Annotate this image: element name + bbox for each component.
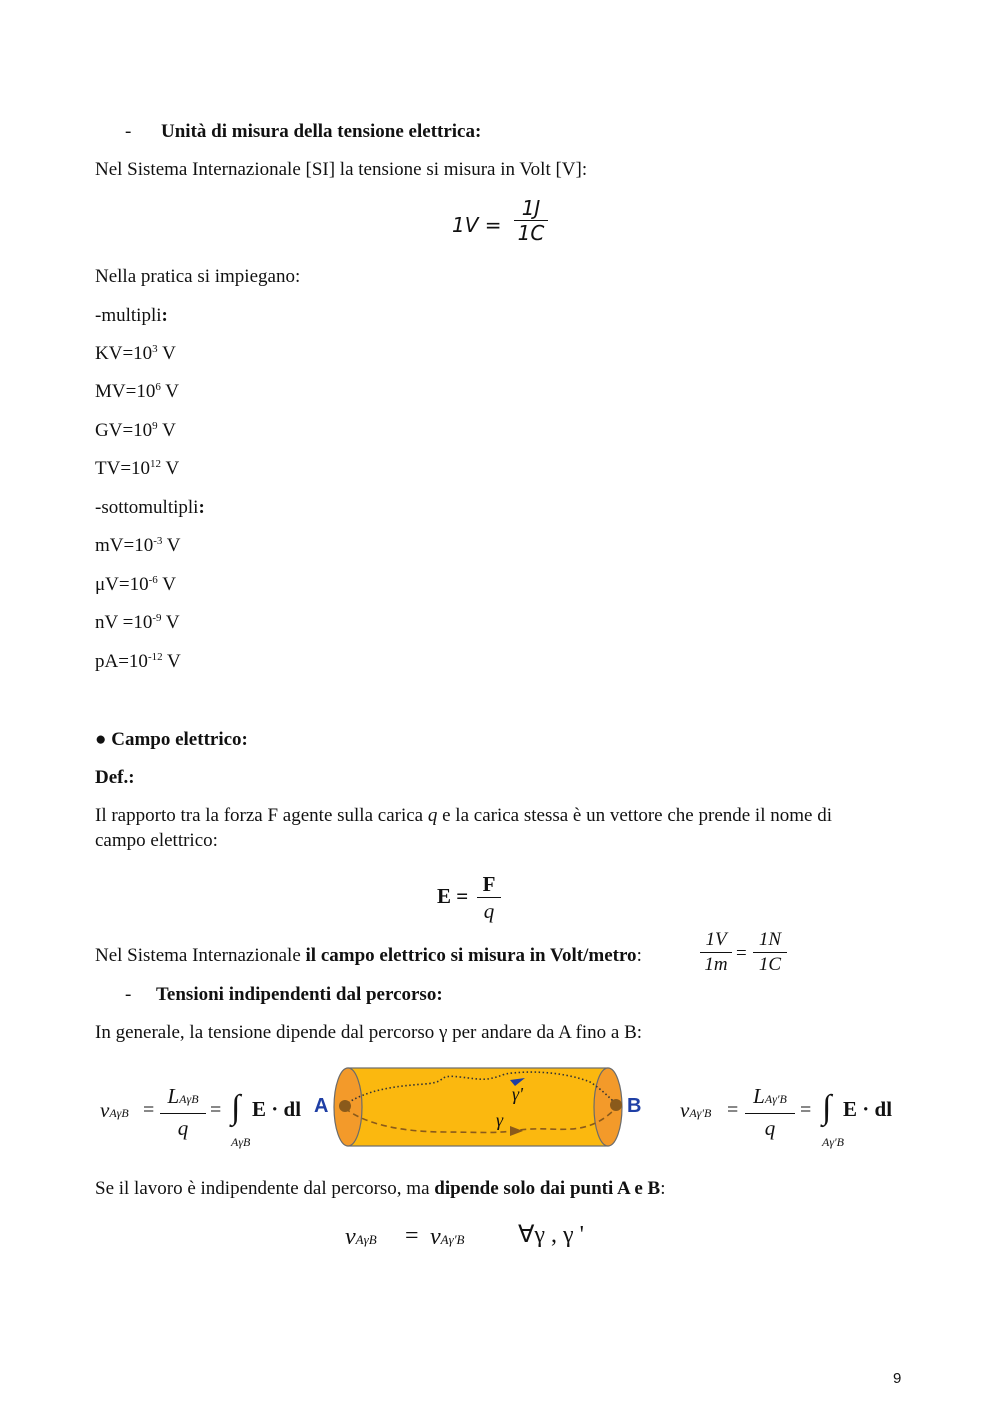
right-eq2: = [800, 1099, 812, 1121]
left-eq1: = [143, 1099, 155, 1121]
final-eq: = [405, 1223, 419, 1249]
gamma-label: γ [496, 1110, 504, 1130]
units-intro: Nel Sistema Internazionale [SI] la tensione si misura in Volt [V]: [95, 159, 588, 180]
definition-label: Def.: [95, 767, 135, 788]
paths-heading: Tensioni indipendenti dal percorso: [156, 984, 443, 1005]
label-a: A [314, 1095, 329, 1117]
unit-f2-den: 1C [758, 954, 782, 975]
page-number: 9 [893, 1370, 902, 1387]
field-unit-text: Nel Sistema Internazionale il campo elettrico si misura in Volt/metro: [95, 945, 642, 966]
unit-fraction-1 [700, 928, 732, 977]
volt-fraction [514, 196, 548, 245]
left-eq2: = [210, 1099, 222, 1121]
volt-denominator: 1C [517, 221, 545, 245]
right-charge: q [764, 1116, 776, 1140]
units-heading: Unità di misura della tensione elettrica: [161, 121, 482, 142]
gamma-prime-label: γ' [512, 1084, 523, 1104]
unit-equals: = [736, 943, 747, 964]
label-b: B [627, 1095, 642, 1117]
multiplo-mv: $MV=10^6$ V [95, 381, 179, 402]
sottomultiplo-nv: nV $=10^{-9}$ V [95, 612, 180, 633]
bullet-dash: - [125, 121, 132, 142]
left-integral: ∫ [231, 1089, 241, 1126]
right-eq1: = [727, 1099, 739, 1121]
left-integrand: E · dl [252, 1097, 302, 1121]
path-cylinder-diagram [305, 1060, 655, 1156]
multiplo-tv: $TV=10^{12}$ V [95, 458, 180, 479]
field-fraction [477, 871, 501, 924]
conclusion-text: Se il lavoro è indipendente dal percorso, ma dipende solo dai punti A e B: [95, 1178, 666, 1199]
field-eq-lhs: E = [437, 884, 469, 908]
final-forall: ∀γ , γ ' [518, 1222, 584, 1248]
right-fraction [745, 1082, 795, 1142]
unit-f1-den: 1m [704, 954, 728, 975]
unit-f1-num: 1V [705, 929, 727, 950]
point-a [339, 1100, 351, 1112]
cylinder-body [348, 1068, 608, 1146]
left-charge: q [177, 1116, 189, 1140]
multipli-label: -multipli: [95, 305, 168, 326]
sottomultiplo-uv: $\mu V=10^{-6}$ V [95, 574, 176, 595]
sottomultipli-label: -sottomultipli: [95, 497, 205, 518]
left-v: vAγB [100, 1098, 129, 1122]
unit-f2-num: 1N [758, 929, 782, 950]
field-numerator: F [482, 872, 496, 896]
left-work: LAγB [167, 1084, 199, 1108]
field-definition-line2: campo elettrico: [95, 830, 218, 851]
left-integral-sub: AγB [231, 1135, 251, 1149]
sottomultiplo-mv: $mV=10^{-3}$ V [95, 535, 181, 556]
final-v2: vAγ'B [430, 1224, 465, 1250]
right-integral-sub: Aγ'B [822, 1135, 844, 1149]
point-b [610, 1099, 622, 1111]
multiplo-gv: $GV=10^9$ V [95, 420, 176, 441]
volt-numerator: 1J [521, 196, 541, 220]
paths-intro: In generale, la tensione dipende dal percorso γ per andare da A fino a B: [95, 1022, 643, 1043]
right-v: vAγ'B [680, 1098, 712, 1122]
right-work: LAγ'B [753, 1084, 787, 1108]
field-definition-line1: Il rapporto tra la forza F agente sulla carica q e la carica stessa è un vettore che prende il nome di [95, 805, 832, 826]
practice-text: Nella pratica si impiegano: [95, 266, 301, 287]
field-heading: ● Campo elettrico: [95, 729, 248, 750]
multiplo-kv: $KV=10^3$ V [95, 343, 176, 364]
right-integrand: E · dl [843, 1097, 893, 1121]
volt-eq-lhs: 1V = [452, 213, 502, 237]
field-denominator: q [483, 899, 495, 923]
left-fraction [160, 1082, 206, 1142]
sottomultiplo-pa: $pA=10^{-12}$ V [95, 651, 181, 672]
unit-fraction-2 [753, 928, 787, 977]
bullet-dash-2: - [125, 984, 132, 1005]
right-integral: ∫ [822, 1089, 832, 1126]
final-v1: vAγB [345, 1224, 377, 1250]
